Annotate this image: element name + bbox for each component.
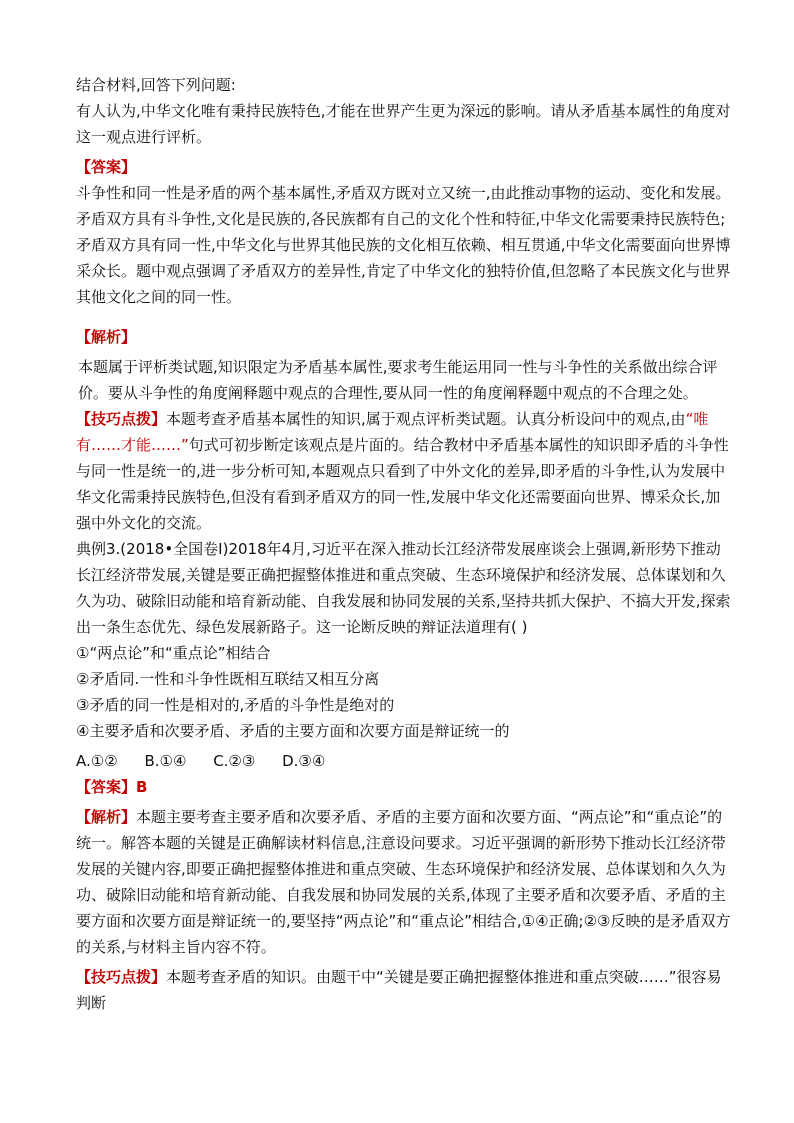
- option-2: ②矛盾同.一性和斗争性既相互联结又相互分离: [76, 670, 380, 688]
- choice-c: C.②③: [213, 752, 256, 770]
- answer3-row: [76, 774, 734, 800]
- tip-quote: “唯有……才能……”: [76, 410, 709, 454]
- analysis3-text: 本题主要考查主要矛盾和次要矛盾、矛盾的主要方面和次要方面、“两点论”和“重点论”的统一。解答本题的关键是正确解读材料信息,注意设问要求。习近平强调的新形势下推动长江经济带发展的关键内容,即要正确把握整体推进和重点突破、生态环境保护和经济发展、总体谋划和久久为功、破除旧动能和培育新动能、自我发展和协同发展的关系,体现了主要矛盾和次要矛盾、矛盾的主要方面和次要方面是辩证统一的,要坚持“两点论”和“重点论”相结合,①④正确;②③反映的是矛盾双方的关系,与材料主旨内容不符。: [76, 808, 731, 956]
- tip3-label: 【技巧点拨】: [76, 968, 167, 986]
- option-1: ①“两点论”和“重点论”相结合: [76, 644, 271, 662]
- choice-d: D.③④: [282, 752, 326, 770]
- option-4: ④主要矛盾和次要矛盾、矛盾的主要方面和次要方面是辩证统一的: [76, 722, 510, 740]
- analysis3-paragraph: [76, 804, 734, 960]
- tip-text-before: 本题考查矛盾基本属性的知识,属于观点评析类试题。认真分析设问中的观点,由: [166, 410, 686, 428]
- answer-text: 斗争性和同一性是矛盾的两个基本属性,矛盾双方既对立又统一,由此推动事物的运动、变化和发展。矛盾双方具有斗争性,文化是民族的,各民族都有自己的文化个性和特征,中华文化需要秉持民族特色;矛盾双方具有同一性,中华文化与世界其他民族的文化相互依赖、相互贯通,中华文化需要面向世界博采众长。题中观点强调了矛盾双方的差异性,肯定了中华文化的独特价值,但忽略了本民族文化与世界其他文化之间的同一性。: [76, 184, 731, 306]
- analysis-label: [76, 324, 734, 350]
- tip-text-after: 句式可初步断定该观点是片面的。结合教材中矛盾基本属性的知识即矛盾的斗争性与同一性是统一的,进一步分析可知,本题观点只看到了中外文化的差异,即矛盾的斗争性,认为发展中华文化需秉持民族特色,但没有看到矛盾双方的同一性,发展中华文化还需要面向世界、博采众长,加强中外文化的交流。: [76, 436, 729, 532]
- answer3-label: 【答案】: [76, 778, 137, 796]
- tip3-paragraph: [76, 964, 734, 1016]
- answer3-value: B: [136, 778, 148, 796]
- analysis3-label: 【解析】: [76, 808, 137, 826]
- analysis-label-text: 【解析】: [76, 328, 137, 346]
- analysis-text: 本题属于评析类试题,知识限定为矛盾基本属性,要求考生能运用同一性与斗争性的关系做出综合评价。要从斗争性的角度阐释题中观点的合理性,要从同一性的角度阐释题中观点的不合理之处。: [78, 358, 718, 402]
- tip-label: 【技巧点拨】: [76, 410, 167, 428]
- example-stem: 典例3.(2018•全国卷Ⅰ)2018年4月,习近平在深入推动长江经济带发展座谈会上强调,新形势下推动长江经济带发展,关键是要正确把握整体推进和重点突破、生态环境保护和经济发展、总体谋划和久久为功、破除旧动能和培育新动能、自我发展和协同发展的关系,坚持共抓大保护、不搞大开发,探索出一条生态优先、绿色发展新路子。这一论断反映的辩证法道理有( ): [76, 540, 731, 636]
- tip3-text: 本题考查矛盾的知识。由题干中“关键是要正确把握整体推进和重点突破……”很容易判断: [76, 968, 722, 1012]
- intro-line: 结合材料,回答下列问题:: [76, 76, 236, 94]
- choices-row: [76, 748, 734, 774]
- choice-a: A.①②: [76, 752, 118, 770]
- answer-label: [76, 154, 734, 180]
- question-text: 有人认为,中华文化唯有秉持民族特色,才能在世界产生更为深远的影响。请从矛盾基本属性的角度对这一观点进行评析。: [76, 102, 731, 146]
- answer-label-text: 【答案】: [76, 158, 137, 176]
- tip-paragraph: [76, 406, 734, 536]
- option-3: ③矛盾的同一性是相对的,矛盾的斗争性是绝对的: [76, 696, 395, 714]
- choice-b: B.①④: [144, 752, 187, 770]
